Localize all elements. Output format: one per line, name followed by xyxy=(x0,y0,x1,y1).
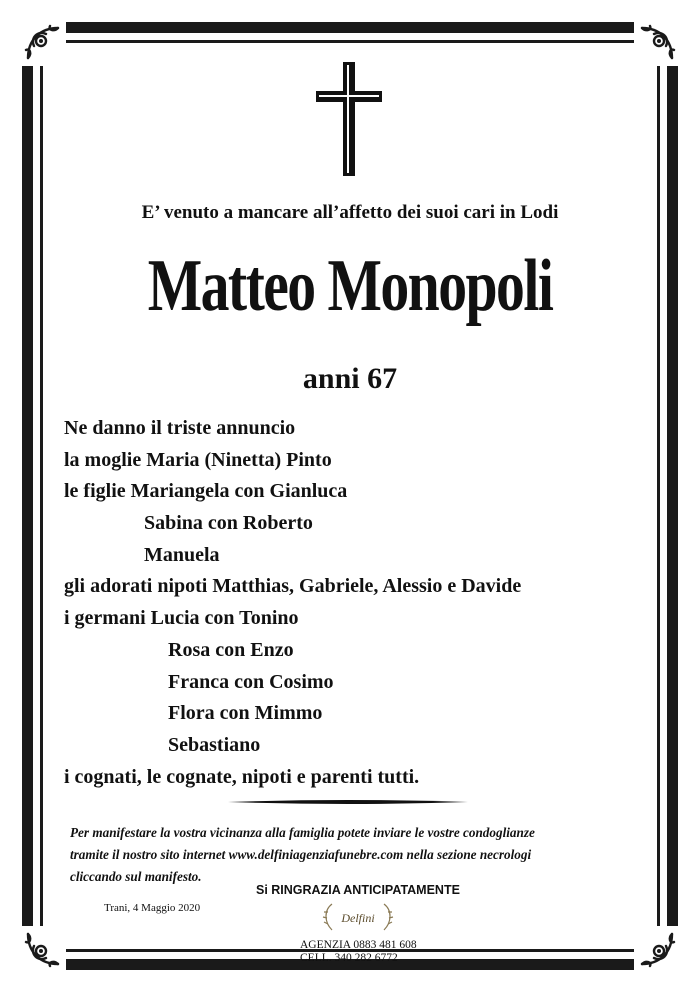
announcement-line: i germani Lucia con Tonino xyxy=(64,607,299,630)
announcement-line: Sebastiano xyxy=(168,733,261,756)
date-line: Trani, 4 Maggio 2020 xyxy=(104,902,201,914)
announcement-line: i cognati, le cognate, nipoti e parenti tutti. xyxy=(64,765,420,788)
announcement-line: Sabina con Roberto xyxy=(144,512,313,535)
logo-text: Delfini xyxy=(341,911,375,925)
announcement-line: Flora con Mimmo xyxy=(168,702,323,725)
agency-phone: AGENZIA 0883 481 608 xyxy=(300,939,417,951)
corner-ornament-icon xyxy=(20,926,66,972)
deceased-age: anni 67 xyxy=(302,362,398,395)
announcement-line: le figlie Mariangela con Gianluca xyxy=(64,480,348,503)
condolence-notice xyxy=(70,822,650,888)
deceased-name: Matteo Monopoli xyxy=(147,245,553,327)
announcement-line: Manuela xyxy=(144,543,220,566)
notice-line: tramite il nostro sito internet www.delfiniagenziafunebre.com nella sezione necrologi xyxy=(70,847,532,862)
agency-logo xyxy=(322,900,394,934)
agency-contacts xyxy=(300,939,417,965)
thanks-text: Si RINGRAZIA ANTICIPATAMENTE xyxy=(256,883,460,897)
notice-line: cliccando sul manifesto. xyxy=(70,869,202,884)
agency-cell: CELL. 340 282 6772 xyxy=(300,952,398,964)
intro-text: E’ venuto a mancare all’affetto dei suoi cari in Lodi xyxy=(141,202,559,223)
cross-icon xyxy=(316,62,382,176)
announcement-list xyxy=(64,413,664,793)
divider-line xyxy=(228,798,468,806)
announcement-line: Franca con Cosimo xyxy=(168,670,334,693)
corner-ornament-icon xyxy=(634,20,680,66)
announcement-line: Rosa con Enzo xyxy=(168,638,294,661)
announcement-line: gli adorati nipoti Matthias, Gabriele, Alessio e Davide xyxy=(64,575,522,598)
notice-line: Per manifestare la vostra vicinanza alla famiglia potete inviare le vostre condoglianze xyxy=(70,825,535,840)
corner-ornament-icon xyxy=(20,20,66,66)
announcement-line: la moglie Maria (Ninetta) Pinto xyxy=(64,448,332,471)
announcement-line: Ne danno il triste annuncio xyxy=(64,417,296,439)
corner-ornament-icon xyxy=(634,926,680,972)
